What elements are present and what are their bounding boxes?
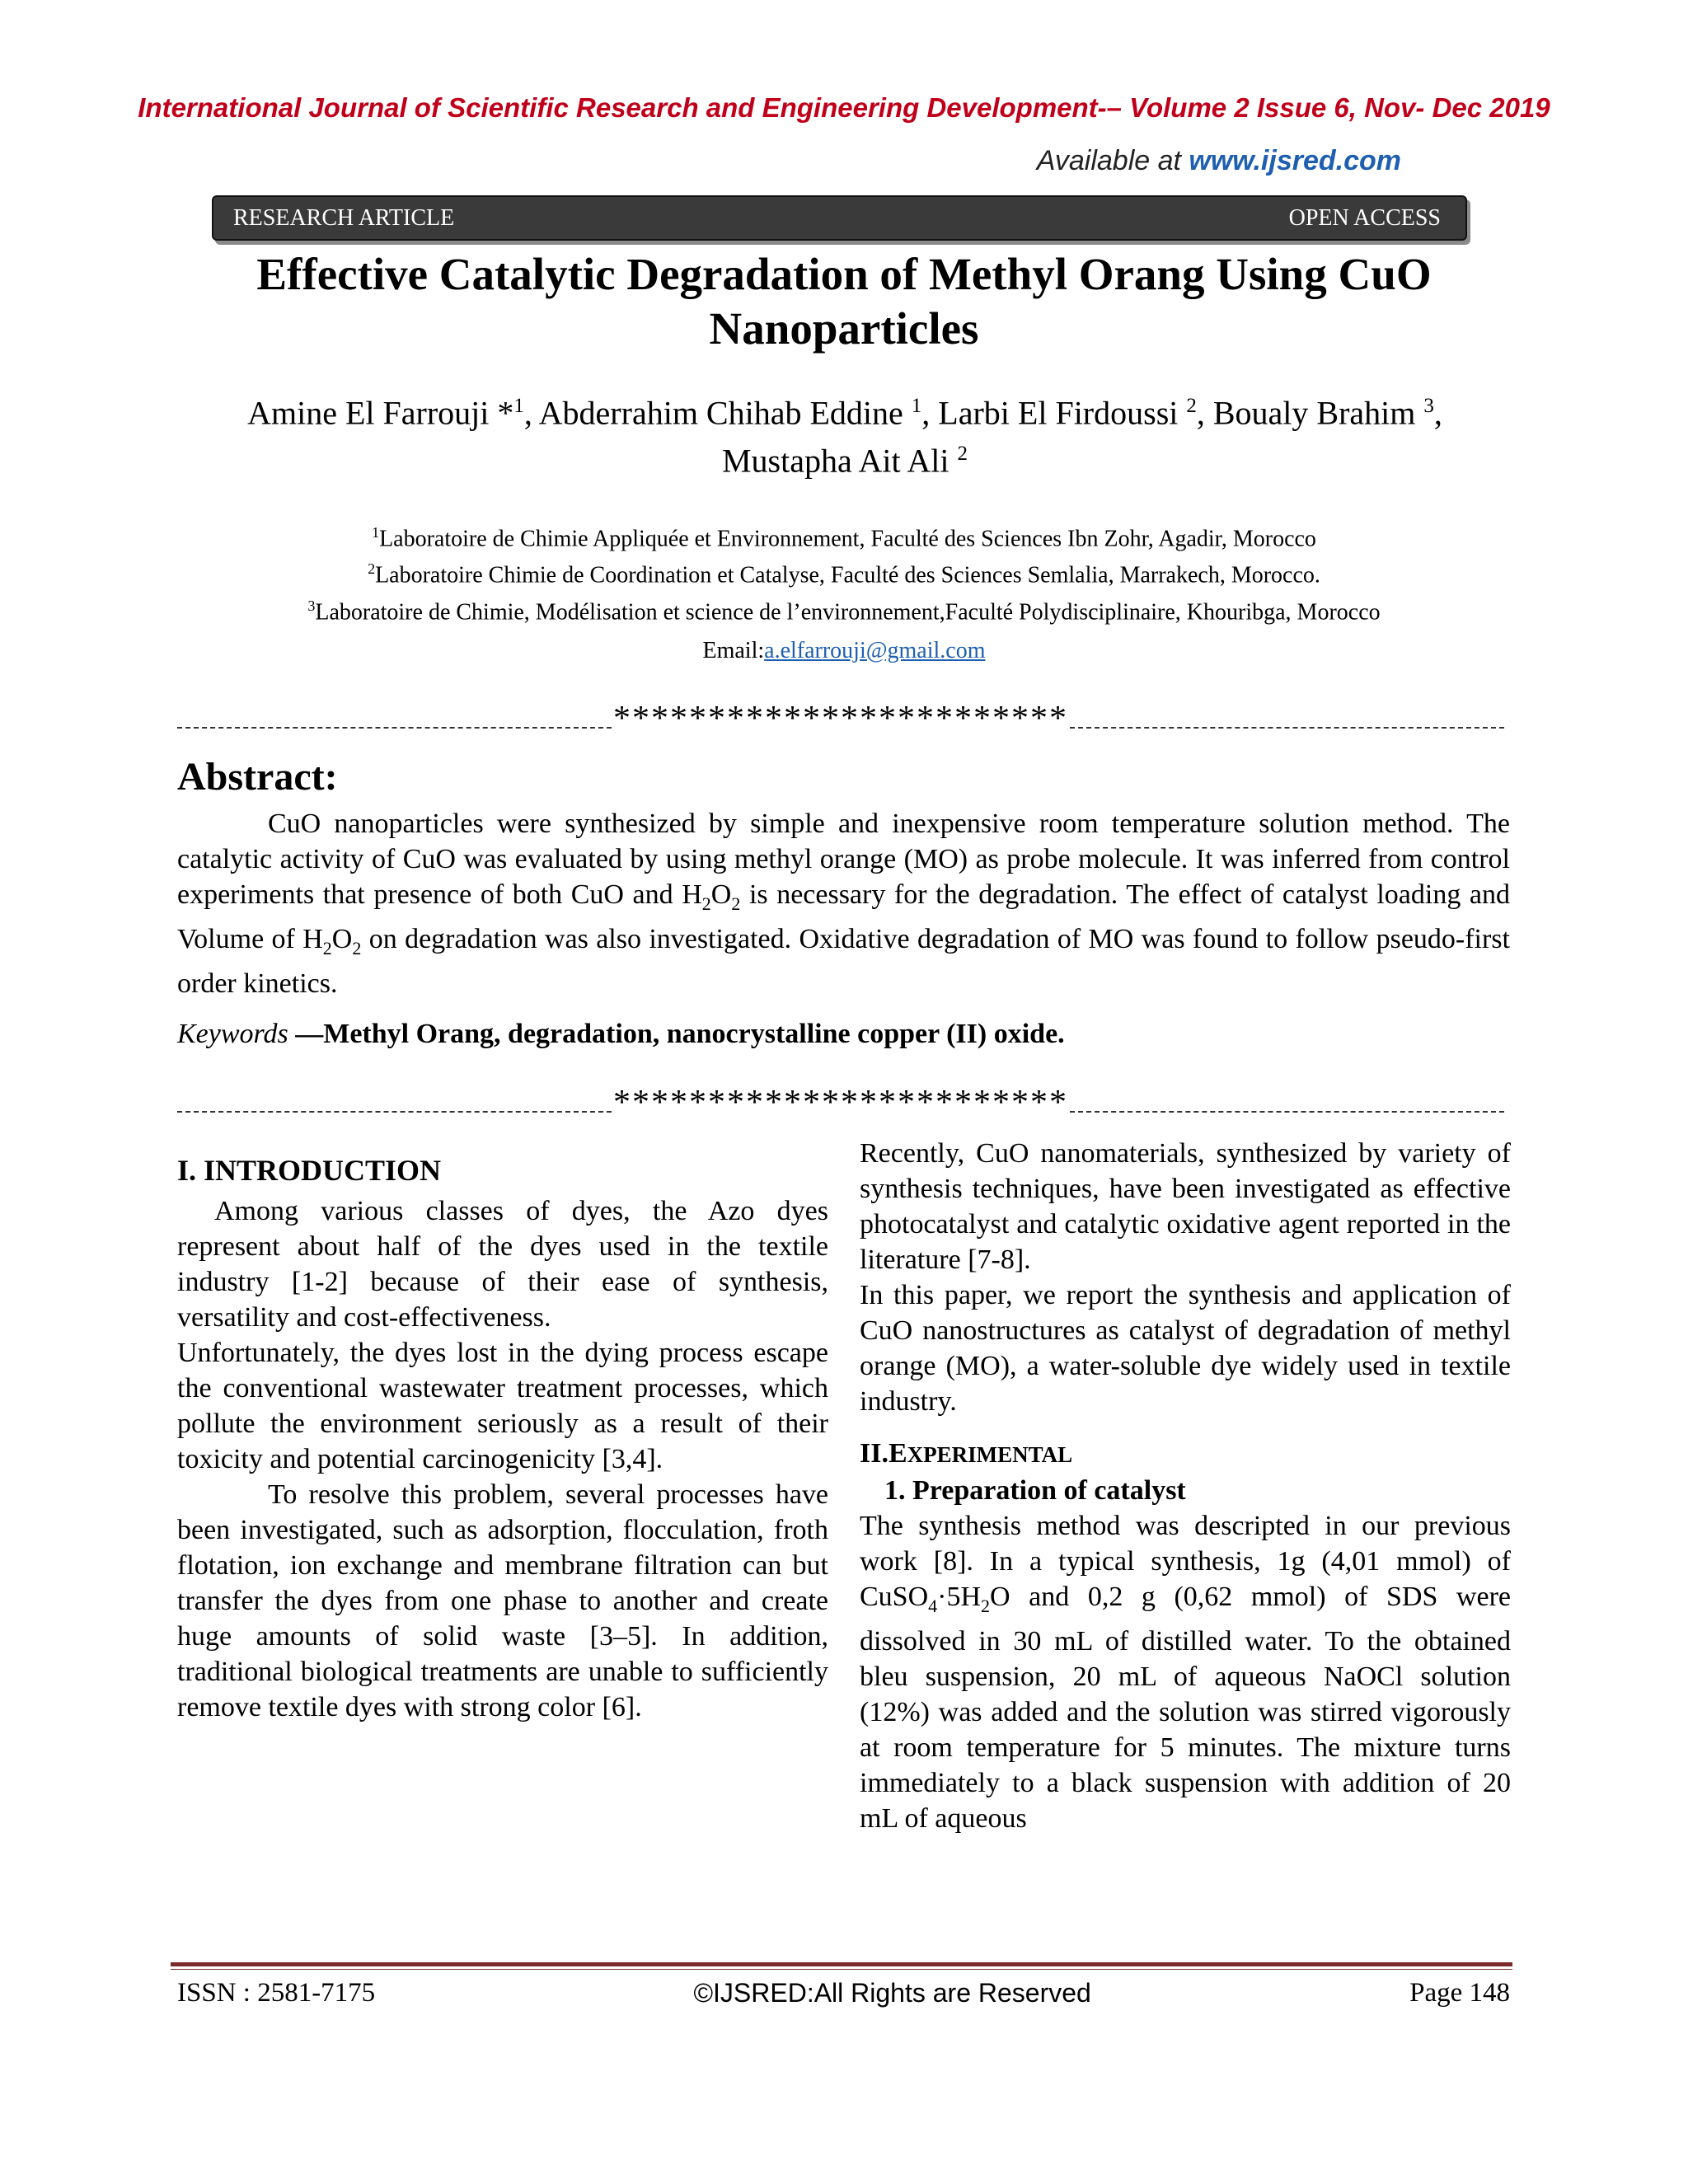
author-4-affil: 3 [1423, 395, 1434, 417]
synthesis-sub: 2 [981, 1595, 991, 1616]
affiliation-1-mark: 1 [372, 524, 380, 541]
affiliation-3-mark: 3 [307, 597, 316, 614]
affiliation-1 [165, 518, 1523, 554]
keywords-label: Keywords [177, 1019, 288, 1049]
keywords-value: —Methyl Orang, degradation, nanocrystalline copper (II) oxide. [288, 1019, 1065, 1049]
footer-page-number: Page 148 [1409, 1978, 1510, 2008]
right-paragraph-2: In this paper, we report the synthesis and application of CuO nanostructures as catalyst of degradation of methyl orange (MO), a water-soluble dye widely used in textile industry. [860, 1280, 1511, 1417]
footer-rule-thick [171, 1962, 1512, 1966]
synthesis-text-1: The synthesis method was descripted in our previous work [8]. In a typical synthesis, 1g (4,01 mmol) of CuSO [860, 1511, 1511, 1612]
affiliation-2 [165, 554, 1523, 590]
separator-dash-left [177, 727, 612, 729]
abstract-text-2: is necessary for the degradation. The effect of catalyst loading and Volume of H [177, 879, 1510, 954]
email-label: Email: [702, 638, 765, 663]
author-3-affil: 2 [1186, 395, 1197, 417]
experimental-number: II. [860, 1438, 889, 1469]
title-line-2: Nanoparticles [709, 303, 979, 354]
author-1: Amine El Farrouji * [247, 394, 514, 432]
keywords-line [177, 1019, 1510, 1050]
right-paragraph-1: Recently, CuO nanomaterials, synthesized by variety of synthesis techniques, have been investigated as effective photocatalyst and catalytic oxidative agent reported in the literature [7-8]. [860, 1138, 1511, 1275]
synthesis-text-2: ·5H [937, 1582, 982, 1612]
synthesis-sub: 4 [928, 1595, 938, 1616]
author-4: , Boualy Brahim [1196, 394, 1424, 432]
preparation-heading: 1. Preparation of catalyst [884, 1475, 1186, 1506]
abstract-sub: 2 [731, 893, 741, 914]
introduction-heading: I. INTRODUCTION [177, 1154, 442, 1187]
separator-top [177, 702, 1504, 735]
journal-website-link[interactable]: www.ijsred.com [1189, 145, 1401, 176]
synthesis-text-3: O and 0,2 g (0,62 mmol) of SDS were dissolved in 30 mL of distilled water. To the obtained bleu suspension, 20 mL of aqueous NaOCl solution (12%) was added and the solution was stirred vigorously at room temperature for 5 minutes. The mixture turns immediately to a black suspension with addition of 20 mL of aqueous [860, 1582, 1511, 1834]
available-prefix: Available at [1036, 145, 1189, 176]
affiliation-3 [165, 591, 1523, 627]
open-access-label: OPEN ACCESS [1288, 204, 1441, 231]
abstract-sub: 2 [352, 937, 362, 958]
affiliation-2-text: Laboratoire Chimie de Coordination et Catalyse, Faculté des Sciences Semlalia, Marrakech, Morocco. [375, 562, 1320, 588]
article-type-banner [212, 195, 1467, 241]
footer-copyright: ©IJSRED:All Rights are Reserved [693, 1978, 1091, 2008]
abstract-text-1: CuO nanoparticles were synthesized by simple and inexpensive room temperature solution method. The catalytic activity of CuO was evaluated by using methyl orange (MO) as probe molecule. It was inferred from control experiments that presence of both CuO and H [177, 808, 1510, 910]
abstract-body [177, 806, 1510, 1001]
author-1-affil: 1 [513, 395, 524, 417]
title-line-1: Effective Catalytic Degradation of Methyl Orang Using CuO [256, 249, 1432, 299]
abstract-heading: Abstract: [177, 755, 338, 799]
contact-email [0, 638, 1688, 664]
research-article-label: RESEARCH ARTICLE [233, 204, 455, 231]
paper-title [181, 247, 1507, 356]
experimental-initial: E [888, 1438, 907, 1469]
separator-stars: ************************ [613, 702, 1068, 735]
affiliations [165, 518, 1523, 627]
author-2-affil: 1 [911, 395, 922, 417]
abstract-sub: 2 [322, 937, 332, 958]
affiliation-3-text: Laboratoire de Chimie, Modélisation et science de l’environnement,Faculté Polydisciplinaire, Khouribga, Morocco [315, 598, 1381, 625]
author-list [247, 386, 1442, 482]
experimental-rest: XPERIMENTAL [907, 1442, 1073, 1467]
separator-dash-right [1070, 1111, 1504, 1113]
email-link[interactable]: a.elfarrouji@gmail.com [764, 638, 986, 663]
right-paragraph-3 [860, 1508, 1511, 1836]
footer-issn: ISSN : 2581-7175 [177, 1978, 376, 2008]
author-2: , Abderrahim Chihab Eddine [523, 394, 912, 432]
abstract-text-3: on degradation was also investigated. Oxidative degradation of MO was found to follow pseudo-first order kinetics. [177, 923, 1510, 999]
author-5: , Mustapha Ait Ali [721, 394, 1442, 480]
author-3: , Larbi El Firdoussi [921, 394, 1187, 432]
separator-dash-left [177, 1111, 612, 1113]
footer-rule-thin [171, 1969, 1512, 1970]
availability-line [1037, 145, 1401, 177]
intro-paragraph-2: Unfortunately, the dyes lost in the dying process escape the conventional wastewater treatment processes, which pollute the environment seriously as a result of their toxicity and potential carcinogenicity [3,4]. [177, 1338, 828, 1474]
separator-stars: ************************ [613, 1086, 1068, 1119]
author-5-affil: 2 [957, 443, 968, 466]
affiliation-2-mark: 2 [368, 560, 376, 578]
abstract-text-o: O [331, 923, 353, 954]
journal-header: International Journal of Scientific Research and Engineering Development-– Volume 2 Issue 6, Nov- Dec 2019 [138, 92, 1550, 123]
intro-paragraph-3: To resolve this problem, several processes have been investigated, such as adsorption, flocculation, froth flotation, ion exchange and membrane filtration can but transfer the dyes from one phase to another and create huge amounts of solid waste [3–5]. In addition, traditional biological treatments are unable to sufficiently remove textile dyes with strong color [6]. [177, 1479, 828, 1722]
affiliation-1-text: Laboratoire de Chimie Appliquée et Environnement, Faculté des Sciences Ibn Zohr, Agadir, Morocco [379, 526, 1316, 552]
right-column [860, 1136, 1511, 1836]
abstract-sub: 2 [701, 893, 711, 914]
page-footer [177, 1978, 1510, 2008]
separator-bottom [177, 1086, 1504, 1119]
intro-paragraph-1: Among various classes of dyes, the Azo dyes represent about half of the dyes used in the textile industry [1-2] because of their ease of synthesis, versatility and cost-effectiveness. [177, 1196, 828, 1333]
experimental-heading [860, 1436, 1511, 1473]
left-column [177, 1153, 828, 1725]
abstract-text-o: O [710, 879, 732, 910]
separator-dash-right [1070, 727, 1504, 729]
